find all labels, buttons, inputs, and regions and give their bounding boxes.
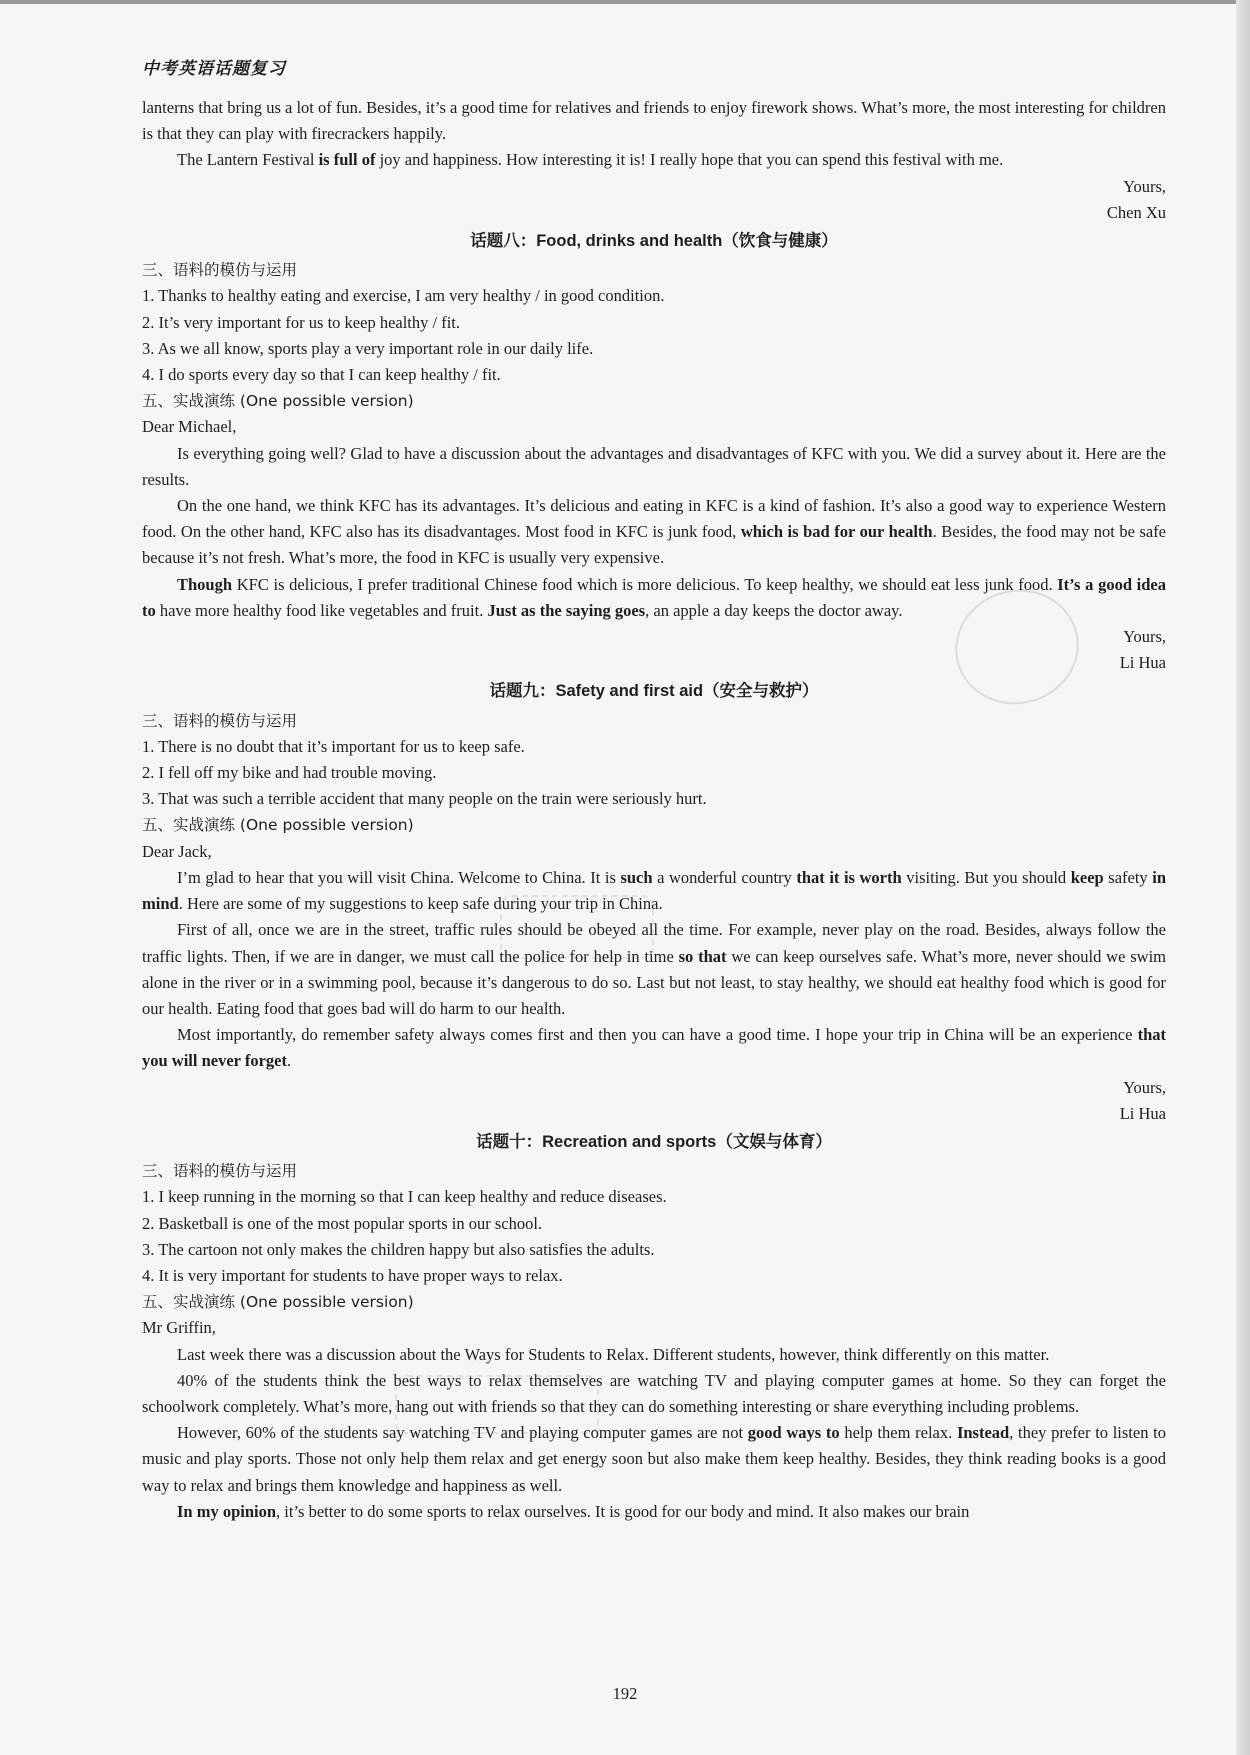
list-item: 2. It’s very important for us to keep healthy / fit. [142, 312, 461, 332]
section-heading: 五、实战演练 (One possible version) [142, 392, 414, 411]
letter-greeting: Mr Griffin, [142, 1318, 216, 1338]
signature-name: Li Hua [1119, 653, 1166, 673]
list-item: 4. I do sports every day so that I can keep healthy / fit. [142, 365, 501, 385]
paragraph: Last week there was a discussion about the Ways for Students to Relax. Different students, however, think differently on this matter. [177, 1344, 1050, 1364]
paragraph: I’m glad to hear that you will visit China. Welcome to China. It is such a wonderful country that it is worth visiting. But you should keep safety in mind. Here are some of my suggestions to keep safe during your trip in China. [142, 867, 1166, 914]
list-item: 3. As we all know, sports play a very important role in our daily life. [142, 338, 594, 358]
paragraph: Is everything going well? Glad to have a discussion about the advantages and disadvantages of KFC with you. We did a survey about it. Here are the results. [142, 443, 1166, 489]
signature-closing: Yours, [1123, 1077, 1166, 1097]
section-heading: 三、语料的模仿与运用 [142, 261, 298, 280]
section-heading: 五、实战演练 (One possible version) [142, 1293, 414, 1312]
header-title: 中考英语话题复习 [142, 59, 286, 79]
topic-title: 话题九：Safety and first aid（安全与救护） [489, 682, 819, 701]
list-item: 1. I keep running in the morning so that I can keep healthy and reduce diseases. [142, 1187, 667, 1207]
paragraph: Most importantly, do remember safety always comes first and then you can have a good time. I hope your trip in China will be an experience that you will never forget. [142, 1025, 1166, 1071]
list-item: 3. That was such a terrible accident that many people on the train were seriously hurt. [142, 789, 707, 809]
paragraph: First of all, once we are in the street, traffic rules should be obeyed all the time. For example, never play on the road. Besides, always follow the traffic lights. Then, if we are in danger, we must call the police for help in time so that we can keep ourselves safe. What’s more, never should we swim alone in the river or in a swimming pool, because it’s dangerous to do so. Last but not least, to stay healthy, we should eat healthy food which is good for our health. Eating food that goes bad will do harm to our health. [142, 920, 1166, 1018]
top-rule [0, 0, 1250, 4]
paragraph: On the one hand, we think KFC has its advantages. It’s delicious and eating in KFC is a kind of fashion. It’s also a good way to experience Western food. On the other hand, KFC also has its disadvantages. Most food in KFC is junk food, which is bad for our health. Besides, the food may not be safe because it’s not fresh. What’s more, the food in KFC is usually very expensive. [142, 496, 1167, 568]
section-heading: 三、语料的模仿与运用 [142, 1162, 298, 1181]
paragraph: However, 60% of the students say watching TV and playing computer games are not good ways to help them relax. Instead, they prefer to listen to music and play sports. Those not only help them relax and get energy soon but also make them keep healthy. Besides, they think reading books is a good way to relax and brings them knowledge and happiness as well. [142, 1423, 1166, 1495]
paragraph: The Lantern Festival is full of joy and happiness. How interesting it is! I really hope that you can spend this festival with me. [177, 150, 1004, 170]
section-heading: 五、实战演练 (One possible version) [142, 816, 414, 835]
signature-name: Chen Xu [1106, 202, 1166, 222]
page-edge-shadow [1236, 0, 1250, 1755]
list-item: 3. The cartoon not only makes the children happy but also satisfies the adults. [142, 1239, 655, 1259]
paragraph: 40% of the students think the best ways to relax themselves are watching TV and playing computer games at home. So they can forget the schoolwork completely. What’s more, hang out with friends so that they can do something interesting or share everything including problems. [142, 1370, 1166, 1416]
page-number: 192 [612, 1684, 638, 1703]
list-item: 4. It is very important for students to have proper ways to relax. [142, 1265, 563, 1285]
signature-closing: Yours, [1123, 627, 1166, 647]
topic-title: 话题十：Recreation and sports（文娱与体育） [476, 1132, 832, 1151]
list-item: 1. There is no doubt that it’s important for us to keep safe. [142, 736, 525, 756]
page-content [142, 95, 1166, 1525]
paragraph: In my opinion, it’s better to do some sports to relax ourselves. It is good for our body and mind. It also makes our brain [177, 1501, 970, 1521]
signature-closing: Yours, [1123, 176, 1166, 196]
paragraph: Though KFC is delicious, I prefer traditional Chinese food which is more delicious. To keep healthy, we should eat less junk food. It’s a good idea to have more healthy food like vegetables and fruit. Just as the saying goes, an apple a day keeps the doctor away. [142, 574, 1166, 620]
list-item: 1. Thanks to healthy eating and exercise, I am very healthy / in good condition. [142, 286, 665, 306]
list-item: 2. Basketball is one of the most popular sports in our school. [142, 1213, 543, 1233]
signature-name: Li Hua [1119, 1103, 1166, 1123]
paragraph: lanterns that bring us a lot of fun. Besides, it’s a good time for relatives and friends to enjoy firework shows. What’s more, the most interesting for children is that they can play with firecrackers happily. [142, 98, 1166, 144]
list-item: 2. I fell off my bike and had trouble moving. [142, 763, 437, 783]
letter-greeting: Dear Jack, [142, 841, 212, 861]
topic-title: 话题八：Food, drinks and health（饮食与健康） [470, 232, 838, 251]
section-heading: 三、语料的模仿与运用 [142, 711, 298, 730]
letter-greeting: Dear Michael, [142, 417, 237, 437]
